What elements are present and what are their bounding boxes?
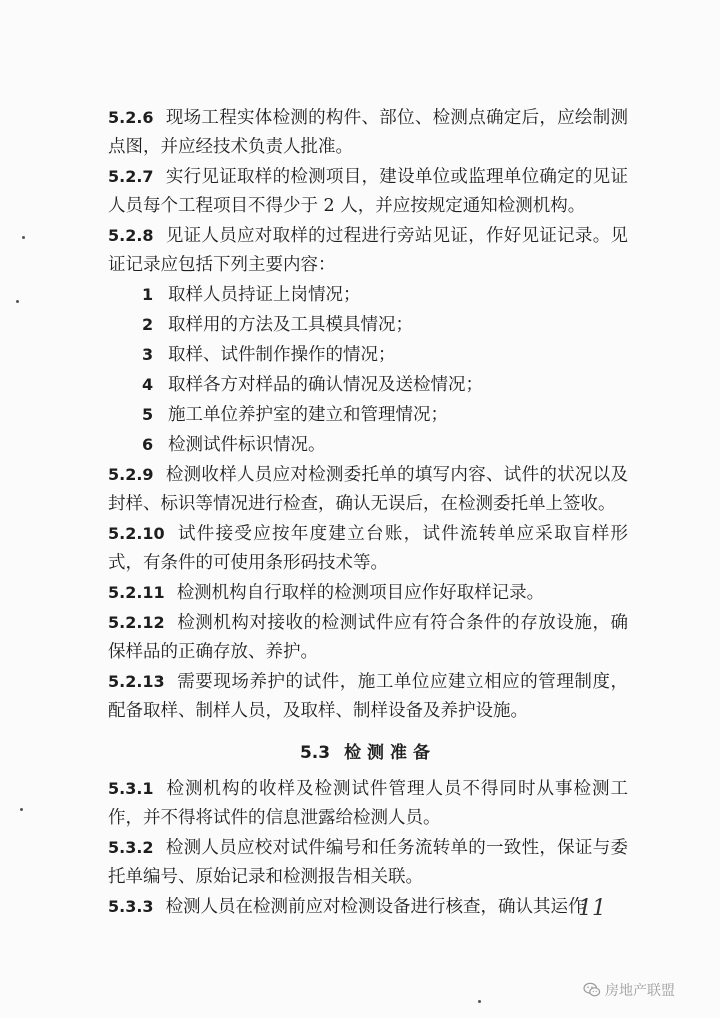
- list-item-text: 检测试件标识情况。: [168, 435, 326, 455]
- clause-text: 检测机构对接收的检测试件应有符合条件的存放设施，确保样品的正确存放、养护。: [108, 613, 628, 662]
- clause-number: 5.2.6: [108, 108, 154, 127]
- clause-text: 检测人员在检测前应对检测设备进行核查，确认其运作: [165, 897, 586, 917]
- list-item-number: 2: [142, 315, 154, 334]
- clause-5-2-9: [108, 460, 628, 519]
- clause-text: 实行见证取样的检测项目，建设单位或监理单位确定的见证人员每个工程项目不得少于 2 人，并应按规定通知检测机构。: [108, 167, 628, 216]
- list-item-text: 取样人员持证上岗情况；: [168, 285, 361, 305]
- clause-5-2-8: [108, 221, 628, 280]
- clause-number: 5.2.12: [108, 613, 165, 632]
- scan-speck: [22, 236, 25, 239]
- clause-5-2-13: [108, 667, 628, 726]
- clause-5-3-3: [108, 892, 628, 922]
- document-body: [108, 103, 628, 922]
- list-item-text: 取样、试件制作操作的情况；: [168, 345, 396, 365]
- clause-text: 检测机构的收样及检测试件管理人员不得同时从事检测工作，并不得将试件的信息泄露给检测人员。: [108, 779, 628, 828]
- list-item: [108, 430, 628, 460]
- list-item-text: 施工单位养护室的建立和管理情况；: [168, 405, 448, 425]
- section-title: 检测准备: [344, 743, 437, 763]
- clause-text: 现场工程实体检测的构件、部位、检测点确定后，应绘制测点图，并应经技术负责人批准。: [108, 108, 628, 157]
- clause-number: 5.2.9: [108, 465, 154, 484]
- clause-number: 5.3.3: [108, 897, 154, 916]
- list-item: [108, 310, 628, 340]
- clause-text: 需要现场养护的试件，施工单位应建立相应的管理制度，配备取样、制样人员，及取样、制样设备及养护设施。: [108, 672, 628, 721]
- list-item-text: 取样用的方法及工具模具情况；: [168, 315, 413, 335]
- clause-text: 试件接受应按年度建立台账，试件流转单应采取盲样形式，有条件的可使用条形码技术等。: [108, 524, 628, 573]
- clause-number: 5.3.1: [108, 779, 154, 798]
- list-item-number: 4: [142, 375, 154, 394]
- clause-text: 检测人员应校对试件编号和任务流转单的一致性，保证与委托单编号、原始记录和检测报告相关联。: [108, 838, 628, 887]
- list-item-number: 1: [142, 285, 154, 304]
- clause-5-2-12: [108, 608, 628, 667]
- list-item: [108, 340, 628, 370]
- clause-5-2-11: [108, 578, 628, 608]
- scan-speck: [16, 300, 19, 303]
- clause-5-2-6: [108, 103, 628, 162]
- clause-number: 5.2.13: [108, 672, 165, 691]
- list-item: [108, 370, 628, 400]
- watermark-text: 房地产联盟: [605, 983, 675, 999]
- watermark: [583, 980, 675, 1000]
- clause-number: 5.2.7: [108, 167, 154, 186]
- scan-speck: [478, 1000, 481, 1003]
- section-number: 5.3: [299, 743, 331, 763]
- page-number: 11: [578, 896, 606, 921]
- clause-number: 5.3.2: [108, 838, 154, 857]
- clause-number: 5.2.11: [108, 583, 165, 602]
- list-item: [108, 280, 628, 310]
- clause-5-3-1: [108, 774, 628, 833]
- list-item: [108, 400, 628, 430]
- list-item-number: 6: [142, 435, 154, 454]
- scan-speck: [20, 808, 23, 811]
- wechat-icon: [583, 982, 601, 998]
- clause-text: 检测收样人员应对检测委托单的填写内容、试件的状况以及封样、标识等情况进行检查，确认无误后，在检测委托单上签收。: [108, 465, 628, 514]
- list-item-number: 3: [142, 345, 154, 364]
- clause-5-2-10: [108, 519, 628, 578]
- clause-5-3-2: [108, 833, 628, 892]
- section-heading: [108, 739, 628, 768]
- clause-text: 见证人员应对取样的过程进行旁站见证，作好见证记录。见证记录应包括下列主要内容：: [108, 226, 628, 275]
- list-item-text: 取样各方对样品的确认情况及送检情况；: [168, 375, 483, 395]
- clause-5-2-7: [108, 162, 628, 221]
- clause-number: 5.2.8: [108, 226, 154, 245]
- clause-text: 检测机构自行取样的检测项目应作好取样记录。: [176, 583, 545, 603]
- list-item-number: 5: [142, 405, 154, 424]
- clause-number: 5.2.10: [108, 524, 165, 543]
